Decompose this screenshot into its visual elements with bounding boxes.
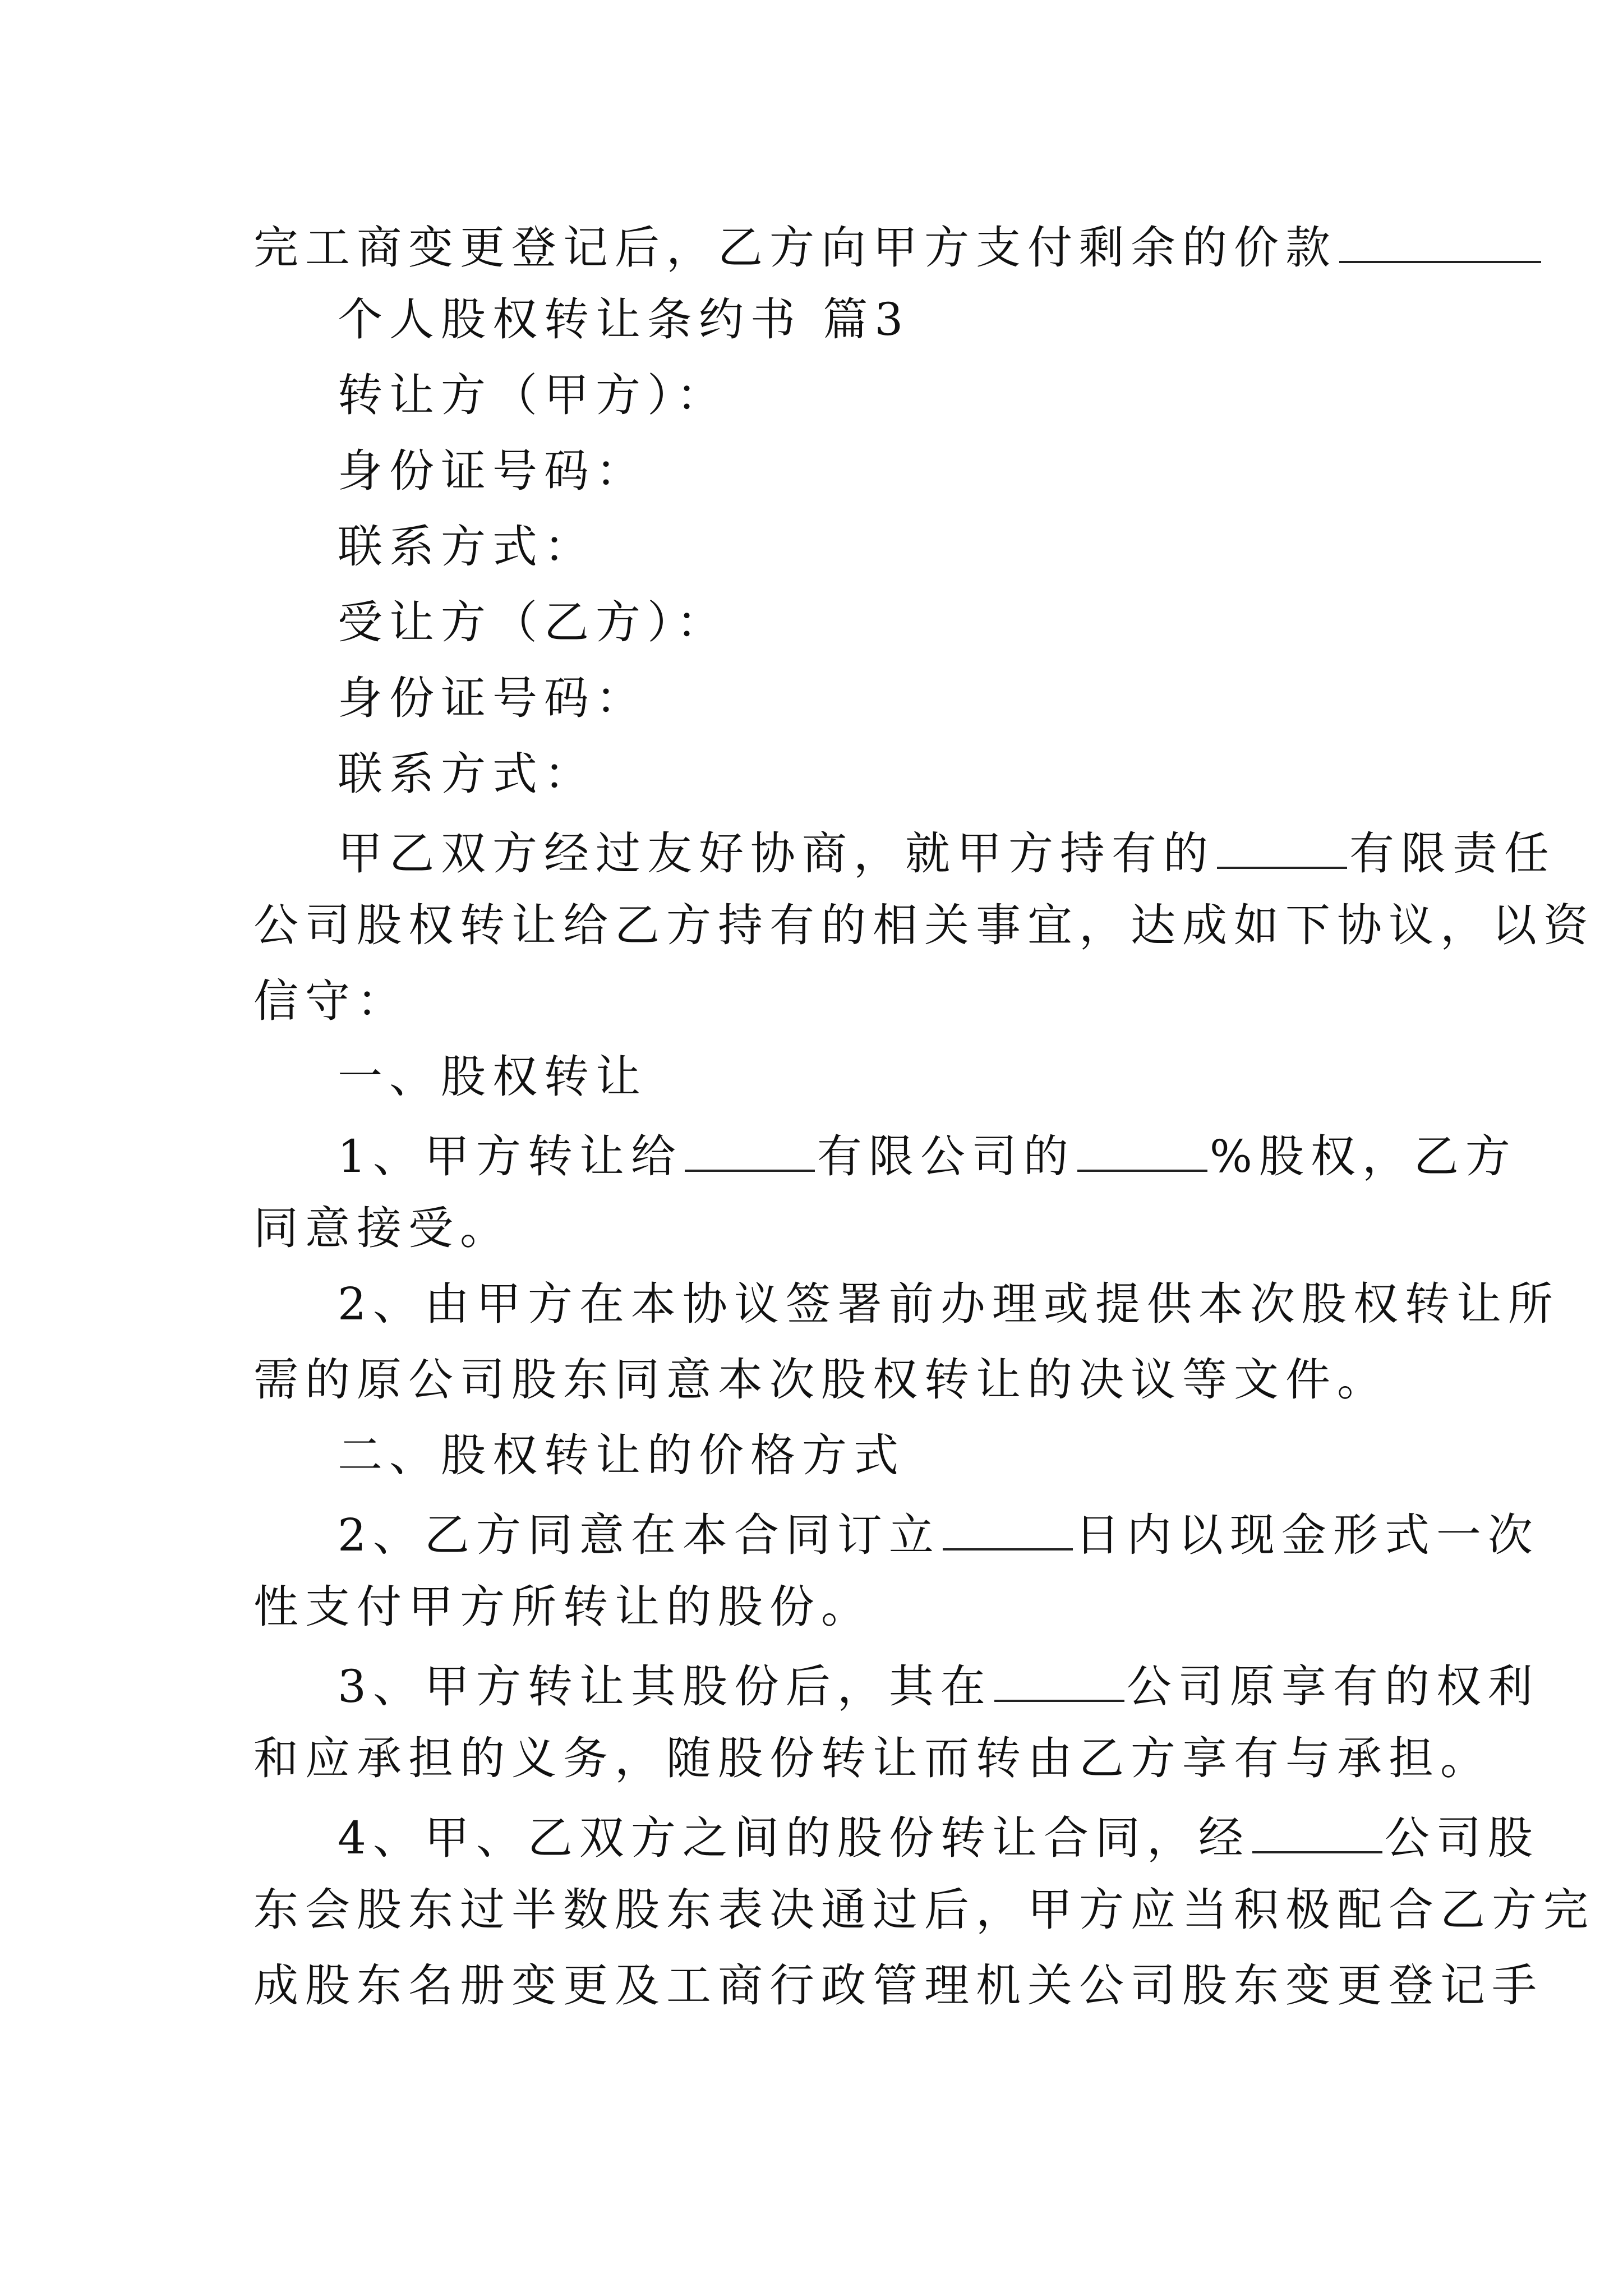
paragraph-line: [338, 1503, 1539, 1563]
fill-in-blank: [943, 1503, 1073, 1550]
text-segment: 有限责任: [1349, 827, 1556, 880]
text-segment: 日内以现金形式一次: [1075, 1509, 1539, 1561]
fill-in-blank: [1077, 1125, 1207, 1172]
section-heading: [338, 1049, 1381, 1105]
transferor-label: [338, 367, 1381, 424]
id-number-label: [338, 670, 1381, 726]
transferee-label: [338, 595, 1381, 651]
paragraph-line: [253, 1352, 1389, 1408]
text-segment: 公司股: [1384, 1812, 1539, 1864]
text-segment: 联系方式：: [338, 748, 596, 800]
paragraph-line: [338, 1806, 1539, 1866]
text-segment: 转让方（甲方）：: [338, 369, 728, 421]
fill-in-blank: [1252, 1806, 1382, 1853]
text-segment: 联系方式：: [338, 521, 596, 573]
heading-text: 一、股权转让: [338, 1051, 647, 1103]
paragraph-line: [338, 822, 1556, 882]
heading-text: 个人股权转让条约书 篇3: [338, 293, 910, 346]
text-segment: 成股东名册变更及工商行政管理机关公司股东变更登记手: [253, 1959, 1543, 2012]
paragraph-line: [338, 1655, 1539, 1715]
text-segment: %股权，乙方: [1209, 1130, 1517, 1182]
paragraph-line: [253, 1200, 1381, 1257]
fill-in-blank: [1217, 822, 1347, 869]
text-segment: 性支付甲方所转让的股份。: [253, 1581, 873, 1633]
fill-in-blank: [994, 1655, 1124, 1702]
text-segment: 公司股权转让给乙方持有的相关事宜，达成如下协议，以资: [253, 899, 1595, 951]
section-heading: [338, 292, 1381, 348]
paragraph-line: [338, 1125, 1517, 1185]
text-segment: 有限公司的: [817, 1130, 1075, 1182]
fill-in-blank: [1339, 216, 1541, 263]
text-segment: 1、甲方转让给: [338, 1130, 683, 1182]
fill-in-blank: [685, 1125, 815, 1172]
text-segment: 信守：: [253, 975, 408, 1027]
text-segment: 身份证号码：: [338, 672, 647, 724]
text-segment: 东会股东过半数股东表决通过后，甲方应当积极配合乙方完: [253, 1884, 1595, 1936]
text-segment: 2、乙方同意在本合同订立: [338, 1509, 940, 1561]
text-segment: 身份证号码：: [338, 445, 647, 497]
paragraph-line: [253, 1731, 1492, 1787]
paragraph-line: [253, 1579, 1381, 1635]
text-segment: 公司原享有的权利: [1126, 1660, 1539, 1713]
paragraph-line: [253, 898, 1595, 954]
text-segment: 2、由甲方在本协议签署前办理或提供本次股权转让所: [338, 1278, 1560, 1330]
contact-label: [338, 519, 1381, 575]
paragraph-line: [253, 1958, 1543, 2014]
text-segment: 甲乙双方经过友好协商，就甲方持有的: [338, 827, 1215, 880]
text-line-1: [253, 216, 1381, 276]
paragraph-line: [253, 973, 1381, 1029]
text-segment: 完工商变更登记后，乙方向甲方支付剩余的价款: [253, 222, 1337, 274]
text-segment: 和应承担的义务，随股份转让而转由乙方享有与承担。: [253, 1732, 1492, 1784]
text-segment: 需的原公司股东同意本次股权转让的决议等文件。: [253, 1354, 1389, 1406]
section-heading: [338, 1428, 1381, 1484]
paragraph-line: [338, 1276, 1560, 1332]
text-segment: 受让方（乙方）：: [338, 596, 728, 648]
heading-text: 二、股权转让的价格方式: [338, 1429, 905, 1481]
text-segment: 3、甲方转让其股份后，其在: [338, 1660, 992, 1713]
id-number-label: [338, 443, 1381, 499]
text-segment: 同意接受。: [253, 1202, 511, 1254]
paragraph-line: [253, 1882, 1595, 1938]
text-segment: 4、甲、乙双方之间的股份转让合同，经: [338, 1812, 1250, 1864]
contact-label: [338, 746, 1381, 802]
